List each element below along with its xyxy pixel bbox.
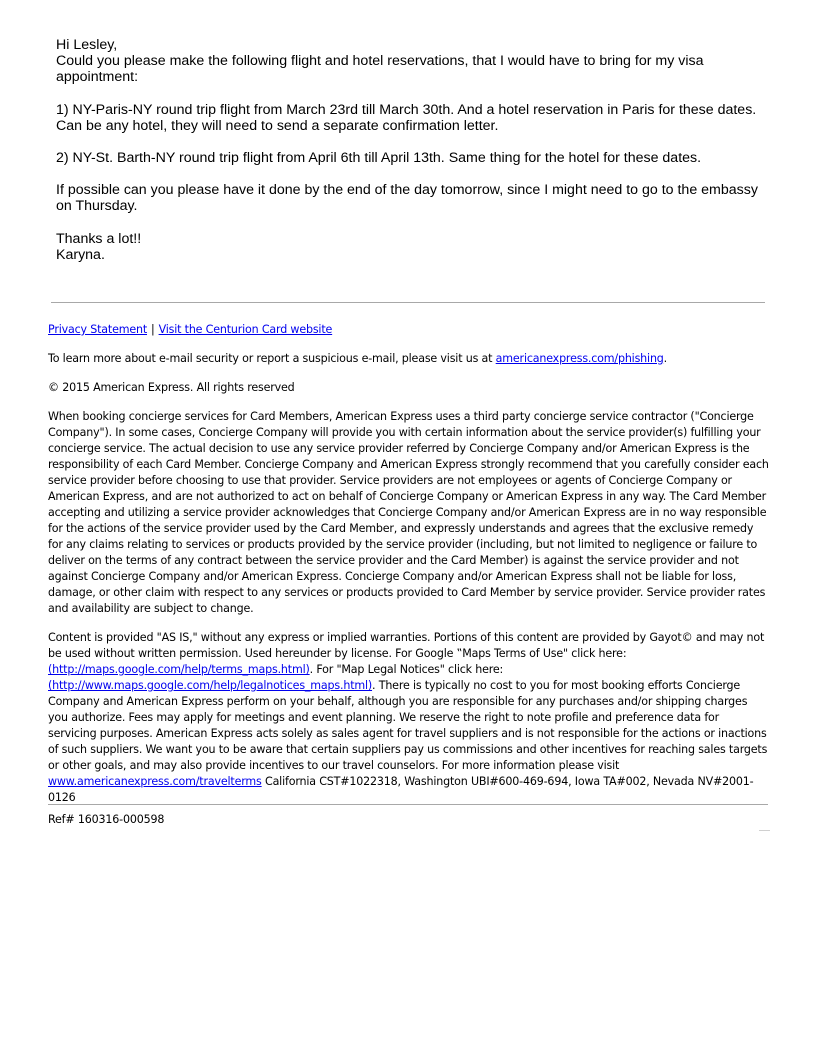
travelterms-link[interactable]: www.americanexpress.com/travelterms	[48, 775, 262, 788]
privacy-statement-link[interactable]: Privacy Statement	[48, 323, 148, 336]
deadline-paragraph: If possible can you please have it done by the end of the day tomorrow, since I might need to go to the embassy on Thursday.	[56, 182, 758, 215]
legal-notices-link[interactable]: (http://www.maps.google.com/help/legalnotices_maps.html)	[48, 679, 373, 692]
email-body	[56, 37, 766, 263]
content-text-2: . For "Map Legal Notices" click here:	[309, 663, 504, 676]
content-text-3: . There is typically no cost to you for most booking efforts Concierge Company and American Express perform on your behalf, although you are responsible for any purchases and/or shipping charges you authorize. Fees may apply for meetings and event planning. We reserve the right to note profile and preference data for servicing purposes. American Express acts solely as sales agent for travel suppliers and is not responsible for the actions or inactions of such suppliers. We want you to be aware that certain suppliers pay us commissions and other incentives for reaching sales targets or other goals, and may also provide incentives to our travel counselors. For more information please visit	[48, 679, 768, 772]
content-disclaimer	[48, 630, 770, 806]
centurion-card-link[interactable]: Visit the Centurion Card website	[158, 323, 333, 336]
divider-bottom	[48, 804, 768, 805]
link-separator: |	[151, 323, 155, 336]
content-text-4: California CST#1022318, Washington UBI#600-469-694, Iowa TA#002, Nevada NV#2001-0126	[48, 775, 754, 804]
signature: Karyna.	[56, 246, 105, 263]
security-notice	[48, 351, 770, 367]
copyright: © 2015 American Express. All rights reserved	[48, 381, 295, 394]
thanks-line: Thanks a lot!!	[56, 230, 142, 247]
greeting: Hi Lesley,	[56, 37, 118, 53]
security-period: .	[663, 352, 668, 365]
footer-links	[48, 322, 770, 338]
request-item-1: 1) NY-Paris-NY round trip flight from March 23rd till March 30th. And a hotel reservation in Paris for these dates. Can be any hotel, they will need to send a separate confirmation letter.	[56, 101, 757, 134]
content-text-1: Content is provided "AS IS," without any express or implied warranties. Portions of this content are provided by Gayot© and may not be used without written permission. Used hereunder by license. For Google ‟Maps Terms of Use" click here:	[48, 631, 765, 660]
amex-footer	[48, 322, 770, 819]
reference-number: Ref# 160316-000598	[48, 813, 165, 826]
intro-paragraph: Could you please make the following flight and hotel reservations, that I would have to bring for my visa appointment:	[56, 53, 704, 86]
maps-terms-link[interactable]: (http://maps.google.com/help/terms_maps.html)	[48, 663, 310, 676]
phishing-link[interactable]: americanexpress.com/phishing	[495, 352, 664, 365]
decorative-tick	[759, 830, 770, 831]
request-item-2: 2) NY-St. Barth-NY round trip flight from April 6th till April 13th. Same thing for the hotel for these dates.	[56, 150, 702, 167]
concierge-disclaimer: When booking concierge services for Card Members, American Express uses a third party concierge service contractor ("Concierge Company"). In some cases, Concierge Company will provide you with certain information about the service provider(s) fulfilling your concierge service. The actual decision to use any service provider referred by Concierge Company and/or American Express is the responsibility of each Card Member. Concierge Company and American Express strongly recommend that you carefully consider each service provider before choosing to use that provider. Service providers are not employees or agents of Concierge Company or American Express, and are not authorized to act on behalf of Concierge Company or American Express in any way. The Card Member accepting and utilizing a service provider acknowledges that Concierge Company and/or American Express are in no way responsible for the actions of the service provider used by the Card Member, and expressly understands and agrees that the exclusive remedy for any claims relating to services or products provided by the service provider (including, but not limited to negligence or failure to deliver on the terms of any contract between the service provider and the Card Member) is against the service provider and not against Concierge Company and/or American Express. Concierge Company and/or American Express shall not be liable for loss, damage, or other claim with respect to any services or products provided to Card Member by service provider. Service provider rates and availability are subject to change.	[48, 410, 769, 615]
divider-top	[51, 302, 765, 303]
security-text: To learn more about e-mail security or report a suspicious e-mail, please visit us at	[48, 352, 493, 365]
